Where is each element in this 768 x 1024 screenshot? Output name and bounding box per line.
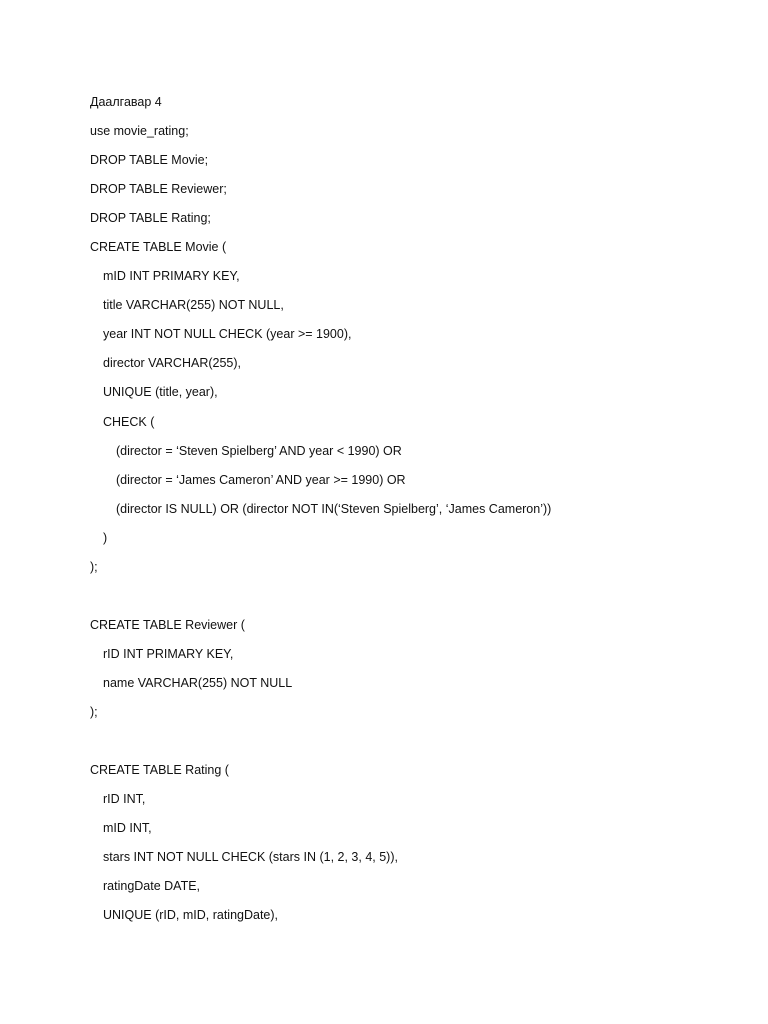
code-line: UNIQUE (title, year),	[103, 385, 218, 400]
code-line: director VARCHAR(255),	[103, 356, 242, 371]
code-line: year INT NOT NULL CHECK (year >= 1900),	[103, 327, 352, 342]
code-line: DROP TABLE Reviewer;	[90, 182, 227, 197]
code-line: (director = ‘James Cameron’ AND year >= 1990) OR	[116, 472, 406, 487]
code-line: DROP TABLE Movie;	[90, 153, 209, 168]
document-body	[90, 93, 730, 935]
code-line: );	[90, 559, 98, 574]
blank-line	[90, 587, 730, 616]
code-line: )	[103, 530, 108, 545]
code-line: stars INT NOT NULL CHECK (stars IN (1, 2, 3, 4, 5)),	[103, 850, 398, 865]
code-line: rID INT PRIMARY KEY,	[103, 646, 234, 661]
code-line: CHECK (	[103, 414, 155, 429]
code-line: );	[90, 704, 98, 719]
code-line: use movie_rating;	[90, 124, 189, 139]
code-line: name VARCHAR(255) NOT NULL	[103, 675, 293, 690]
code-line: UNIQUE (rID, mID, ratingDate),	[103, 908, 279, 923]
code-line: (director IS NULL) OR (director NOT IN(‘Steven Spielberg’, ‘James Cameron’))	[116, 501, 552, 516]
code-line: DROP TABLE Rating;	[90, 211, 211, 226]
code-line: ratingDate DATE,	[103, 879, 201, 894]
code-line: title VARCHAR(255) NOT NULL,	[103, 298, 284, 313]
code-line: mID INT PRIMARY KEY,	[103, 269, 240, 284]
blank-line	[90, 732, 730, 761]
code-line: (director = ‘Steven Spielberg’ AND year < 1990) OR	[116, 443, 402, 458]
code-line: CREATE TABLE Reviewer (	[90, 617, 245, 632]
code-line: CREATE TABLE Rating (	[90, 763, 229, 778]
code-line: rID INT,	[103, 792, 146, 807]
code-line: CREATE TABLE Movie (	[90, 240, 227, 255]
document-heading: Даалгавар 4	[90, 95, 162, 109]
code-line: mID INT,	[103, 821, 152, 836]
